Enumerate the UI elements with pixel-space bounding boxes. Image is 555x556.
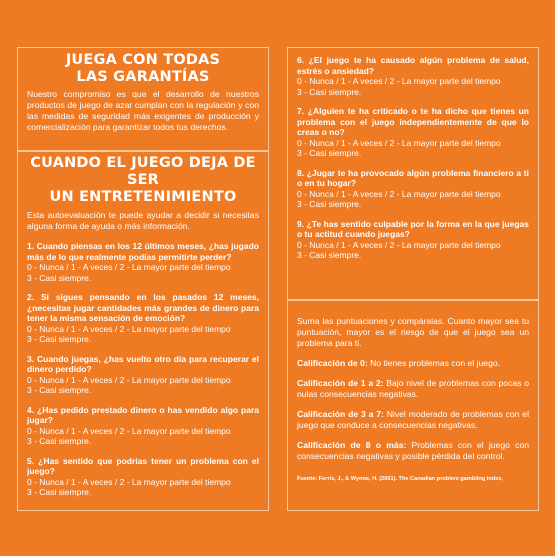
score-level xyxy=(288,440,538,462)
question-item xyxy=(27,456,259,498)
answer-options: 0 - Nunca / 1 - A veces / 2 - La mayor parte del tiempo xyxy=(297,137,501,148)
question-text: 1. Cuando piensas en los 12 últimos meses, ¿has jugado más de lo que realmente podías permitirte perder? xyxy=(27,241,259,262)
self-assessment-title: CUANDO EL JUEGO DEJA DE SER UN ENTRETENIMIENTO xyxy=(30,155,256,205)
questions-continued-box xyxy=(287,47,539,300)
question-list-right xyxy=(288,48,538,261)
answer-options: 0 - Nunca / 1 - A veces / 2 - La mayor parte del tiempo xyxy=(297,188,501,199)
answer-options: 0 - Nunca / 1 - A veces / 2 - La mayor parte del tiempo xyxy=(27,476,231,487)
answer-options-cont: 3 - Casi siempre. xyxy=(297,199,362,209)
guarantees-body: Nuestro compromiso es que el desarrollo de nuestros productos de juego de azar cumplan con la regulación y con las medidas de seguridad más exigentes de producción y comercialización para garantizar todos tus derechos. xyxy=(27,89,259,132)
answer-options: 0 - Nunca / 1 - A veces / 2 - La mayor parte del tiempo xyxy=(297,76,501,86)
self-assessment-box xyxy=(17,151,269,511)
question-text: 8. ¿Jugar te ha provocado algún problema financiero a ti o en tu hogar? xyxy=(297,167,529,188)
answer-options: 0 - Nunca / 1 - A veces / 2 - La mayor parte del tiempo xyxy=(27,425,231,436)
question-text: 3. Cuando juegas, ¿has vuelto otro día para recuperar el dinero perdido? xyxy=(27,353,259,374)
question-text: 7. ¿Alguien te ha criticado o te ha dicho que tienes un problema con el juego independientemente de que lo creas o no? xyxy=(297,106,529,137)
guarantees-title: JUEGA CON TODAS LAS GARANTÍAS xyxy=(65,52,221,85)
answer-options: 0 - Nunca / 1 - A veces / 2 - La mayor parte del tiempo xyxy=(27,323,231,334)
scoring-intro: Suma las puntuaciones y compáralas. Cuanto mayor sea tu puntuación, mayor es el riesgo de que el juego sea un problema para ti. xyxy=(297,316,529,348)
score-desc: No tienes problemas con el juego. xyxy=(367,358,501,368)
self-assessment-intro: Esta autoevaluación te puede ayudar a decidir si necesitas alguna forma de ayuda o más información. xyxy=(27,210,259,231)
question-text: 9. ¿Te has sentido culpable por la forma en la que juegas o tu actitud cuando juegas? xyxy=(297,218,529,239)
source-citation: Fuente: Ferris, J., & Wynne, H. (2001). The Canadian problem gambling index, xyxy=(297,476,503,482)
answer-options-cont: 3 - Casi siempre. xyxy=(27,385,92,395)
answer-options: 0 - Nunca / 1 - A veces / 2 - La mayor parte del tiempo xyxy=(27,374,231,385)
score-label: Calificación de 3 a 7: xyxy=(297,409,384,419)
question-item xyxy=(297,219,529,261)
question-text: 4. ¿Has pedido prestado dinero o has vendido algo para jugar? xyxy=(27,404,259,425)
score-label: Calificación de 0: xyxy=(297,358,368,368)
answer-options-cont: 3 - Casi siempre. xyxy=(297,86,362,97)
score-label: Calificación de 1 a 2: xyxy=(297,378,384,388)
question-item xyxy=(27,241,259,283)
answer-options-cont: 3 - Casi siempre. xyxy=(27,487,92,497)
question-item xyxy=(27,292,259,345)
question-text: 5. ¿Has sentido que podrías tener un problema con el juego? xyxy=(27,455,259,476)
question-item xyxy=(297,168,529,210)
answer-options: 0 - Nunca / 1 - A veces / 2 - La mayor parte del tiempo xyxy=(27,262,231,272)
answer-options-cont: 3 - Casi siempre. xyxy=(27,334,92,344)
answer-options-cont: 3 - Casi siempre. xyxy=(297,148,362,158)
score-level xyxy=(288,358,538,369)
question-item xyxy=(297,106,529,159)
question-item xyxy=(297,55,529,97)
answer-options-cont: 3 - Casi siempre. xyxy=(27,436,92,446)
scoring-box xyxy=(287,300,539,511)
answer-options-cont: 3 - Casi siempre. xyxy=(27,272,92,283)
score-level xyxy=(288,378,538,400)
score-desc: Nivel moderado de problemas con el juego que conduce a consecuencias negativas. xyxy=(297,409,530,430)
question-list-left xyxy=(18,241,268,498)
answer-options: 0 - Nunca / 1 - A veces / 2 - La mayor parte del tiempo xyxy=(297,239,501,250)
score-level xyxy=(288,409,538,431)
question-text: 2. Si sigues pensando en los pasados 12 meses, ¿necesitas jugar cantidades más grandes de dinero para tener la misma sensación de emoción? xyxy=(27,292,259,323)
score-label: Calificación de 8 o más: xyxy=(297,440,407,450)
score-desc: Bajo nivel de problemas con pocas o nulas consecuencias negativas. xyxy=(297,378,530,399)
guarantees-box xyxy=(17,47,269,151)
question-text: 6. ¿El juego te ha causado algún problema de salud, estrés o ansiedad? xyxy=(297,55,529,76)
answer-options-cont: 3 - Casi siempre. xyxy=(297,250,362,260)
score-desc: Problemas con el juego con consecuencias negativas y posible pérdida del control. xyxy=(297,440,529,461)
question-item xyxy=(27,405,259,447)
question-item xyxy=(27,354,259,396)
